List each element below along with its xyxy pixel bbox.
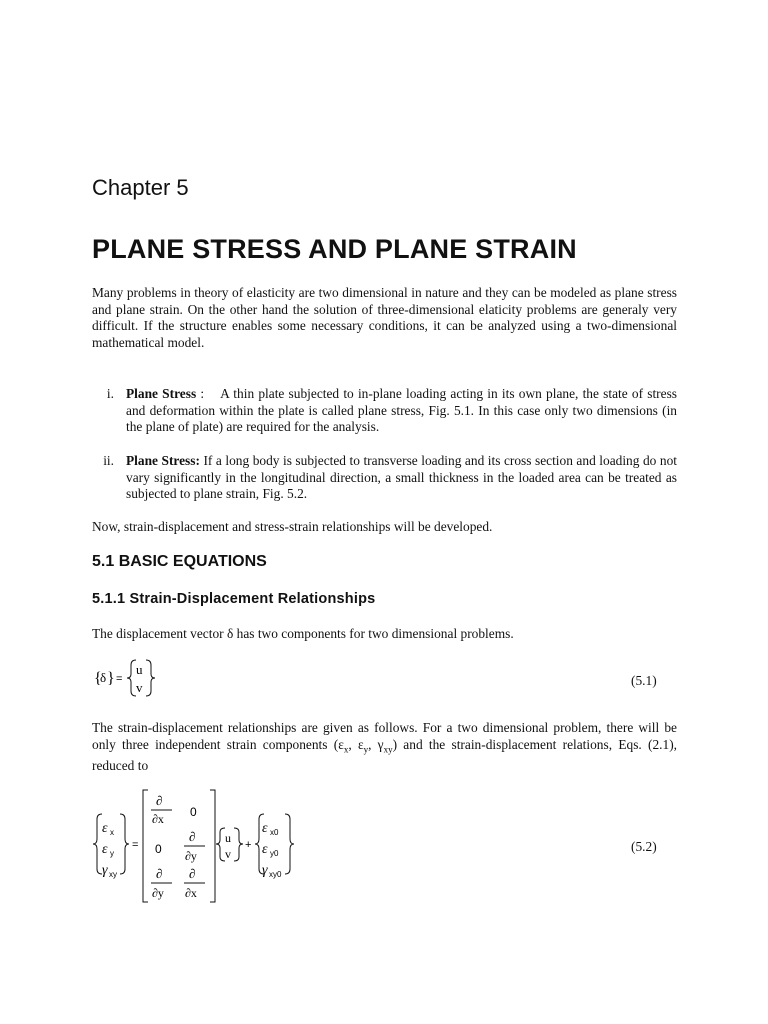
epsilon-symbol: ε [338,736,344,752]
partial-denominator: ∂x [185,886,197,900]
lhs-symbol: ε [102,842,108,857]
lhs-symbol: ε [102,821,108,836]
rhs-symbol: ε [262,842,268,857]
equation-number: (5.1) [631,673,657,688]
subscript: xy [383,744,393,755]
displacement-paragraph: The displacement vector δ has two components for two dimensional problems. [92,626,514,641]
rhs-brace-right [285,814,294,874]
matrix-bracket-right [210,790,215,902]
matrix-zero: 0 [155,842,162,856]
lhs-subscript: xy [109,870,117,879]
subscript: x [343,744,349,755]
rhs-subscript: xy0 [269,870,282,879]
rhs-symbol: ε [262,821,268,836]
chapter-label: Chapter 5 [92,175,189,200]
plus-sign: + [245,839,252,851]
vector-entry: u [136,662,143,677]
brace-close: } [107,670,115,687]
list-item-body: If a long body is subjected to transverse loading and its cross section and loading do not vary significantly in the longitudinal direction, a small thickness in the loaded area can be treated as subjected to plane strain, Fig. 5.2. [126,453,677,501]
list-item-number: i. [106,386,114,401]
list-item-text [126,386,677,436]
vector-brace-right [146,660,155,696]
delta-symbol: δ [100,670,107,685]
strain-text-part: The strain-displacement relationships are given as follows. For a two dimensional problem, there will be only three independent strain components ( [92,720,677,752]
partial-symbol: ∂ [189,866,196,881]
subsection-heading: 5.1.1 Strain-Displacement Relationships [92,591,376,607]
subscript: y [363,744,369,755]
partial-symbol: ∂ [189,829,196,844]
equals-sign: = [116,673,123,685]
lhs-brace-left [93,814,102,874]
matrix-zero: 0 [190,805,197,819]
vector-brace-left [127,660,136,696]
list-item-separator: : [196,386,221,401]
strain-text-part: ) and the strain-displacement relations, Eqs. (2.1), reduced to [92,736,678,773]
list-item-text [126,453,677,503]
lhs-subscript: y [110,849,114,858]
partial-symbol: ∂ [156,793,163,808]
strain-paragraph [92,720,677,774]
vector-brace-left [216,828,225,861]
partial-symbol: ∂ [156,866,163,881]
gamma-symbol: γ [377,736,384,752]
lhs-symbol: γ [102,863,108,878]
comma: , [348,736,358,752]
equals-sign: = [132,839,139,851]
vector-brace-right [234,828,243,861]
epsilon-symbol: ε [357,736,364,752]
partial-denominator: ∂y [152,886,164,900]
partial-denominator: ∂x [152,812,164,826]
vector-entry: v [225,847,231,861]
matrix-bracket-left [143,790,148,902]
lhs-brace-right [120,814,129,874]
rhs-subscript: y0 [270,849,279,858]
list-item-term: Plane Stress: [126,453,200,468]
partial-denominator: ∂y [185,849,197,863]
equation-5-2 [92,786,302,906]
vector-entry: v [136,680,143,695]
rhs-subscript: x0 [270,828,279,837]
list-item-number: ii. [103,453,114,468]
list-item-term: Plane Stress [126,386,197,401]
lhs-subscript: x [110,828,114,837]
list-item-body: A thin plate subjected to in-plane loading acting in its own plane, the state of stress and deformation within the plate is called plane stress, Fig. 5.1. In this case only two dimensions (in the plane of plate) are required for the analysis. [126,386,677,434]
vector-entry: u [225,831,231,845]
equation-5-1 [92,656,172,700]
rhs-symbol: γ [262,863,268,878]
intro-paragraph: Many problems in theory of elasticity are two dimensional in nature and they can be modeled as plane stress and plane strain. On the other hand the solution of three-dimensional elaticity problems are generaly very difficult. If the structure enables some necessary conditions, it can be analyzed using a two-dimensional mathematical model. [92,285,677,350]
equation-number: (5.2) [631,839,657,854]
chapter-title: PLANE STRESS AND PLANE STRAIN [92,234,577,264]
section-heading: 5.1 BASIC EQUATIONS [92,553,267,570]
comma: , [368,736,378,752]
brace-open: { [94,670,102,687]
transition-paragraph: Now, strain-displacement and stress-strain relationships will be developed. [92,519,493,534]
